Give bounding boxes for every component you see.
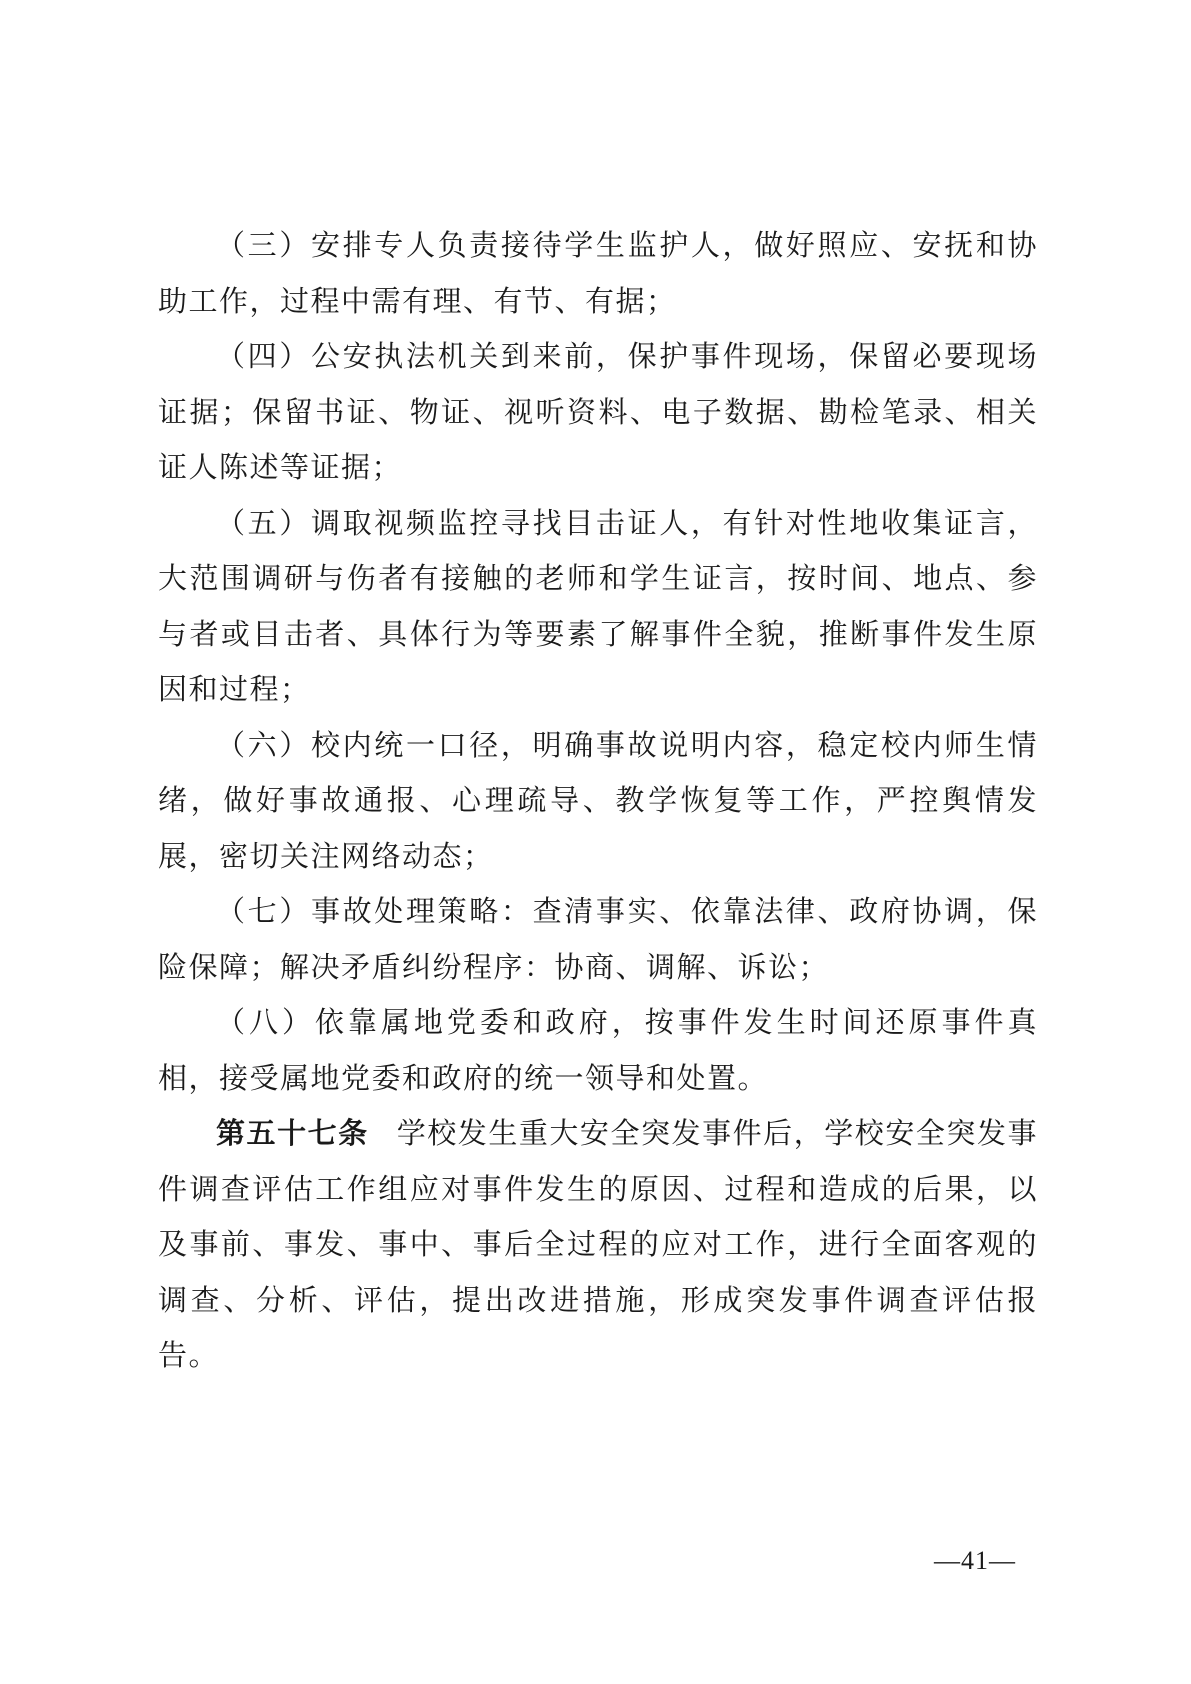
document-body xyxy=(158,218,1038,1384)
article-57 xyxy=(158,1106,1038,1384)
article-text: 学校发生重大安全突发事件后，学校安全突发事件调查评估工作组应对事件发生的原因、过程和造成的后果，以及事前、事发、事中、事后全过程的应对工作，进行全面客观的调查、分析、评估，提出改进措施，形成突发事件调查评估报告。 xyxy=(158,1116,1038,1372)
paragraph-item-6: （六）校内统一口径，明确事故说明内容，稳定校内师生情绪，做好事故通报、心理疏导、教学恢复等工作，严控舆情发展，密切关注网络动态； xyxy=(158,727,1038,873)
paragraph-item-3: （三）安排专人负责接待学生监护人，做好照应、安抚和协助工作，过程中需有理、有节、有据； xyxy=(158,228,1038,318)
paragraph-item-8: （八）依靠属地党委和政府，按事件发生时间还原事件真相，接受属地党委和政府的统一领导和处置。 xyxy=(158,1005,1038,1095)
article-label: 第五十七条 xyxy=(216,1116,369,1150)
page-number: —41— xyxy=(934,1546,1016,1575)
paragraph-item-4: （四）公安执法机关到来前，保护事件现场，保留必要现场证据；保留书证、物证、视听资料、电子数据、勘检笔录、相关证人陈述等证据； xyxy=(158,339,1038,484)
paragraph-item-5: （五）调取视频监控寻找目击证人，有针对性地收集证言，大范围调研与伤者有接触的老师和学生证言，按时间、地点、参与者或目击者、具体行为等要素了解事件全貌，推断事件发生原因和过程； xyxy=(158,505,1038,706)
paragraph-item-7: （七）事故处理策略：查清事实、依靠法律、政府协调，保险保障；解决矛盾纠纷程序：协商、调解、诉讼； xyxy=(158,894,1038,984)
